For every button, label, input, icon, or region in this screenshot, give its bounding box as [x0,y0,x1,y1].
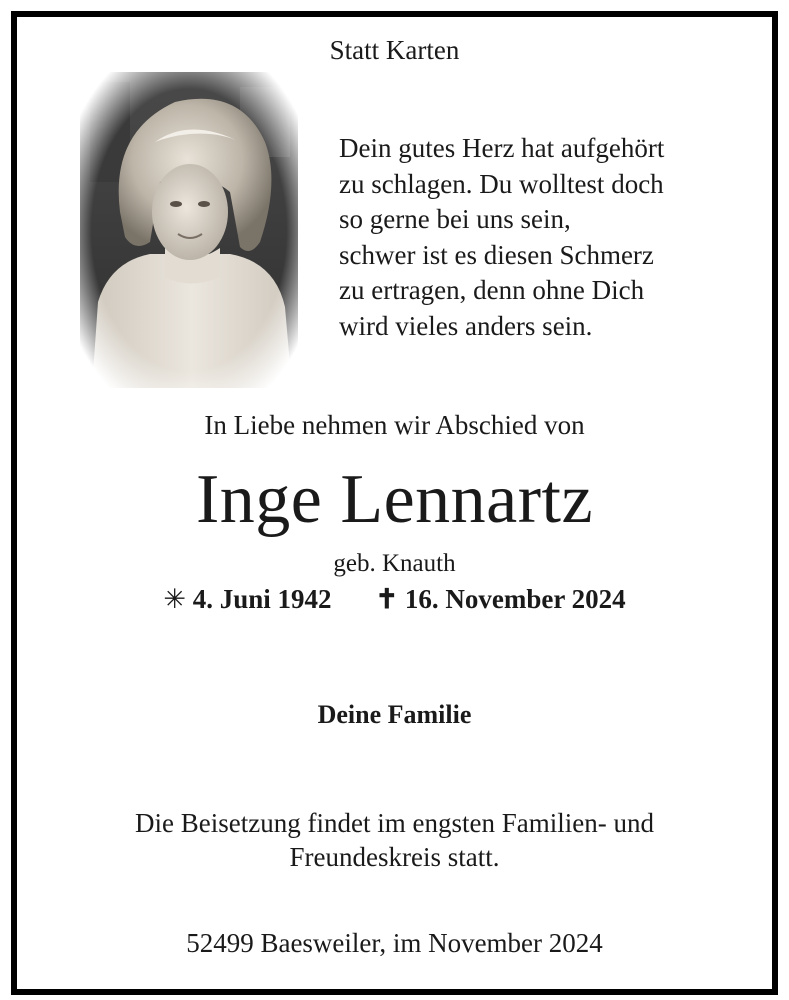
place-date: 52499 Baesweiler, im November 2024 [186,928,603,958]
birth-star-icon: ✳ [163,584,186,614]
intro-text: In Liebe nehmen wir Abschied von [204,410,585,440]
poem-line: schwer ist es diesen Schmerz [339,239,654,270]
poem-line: wird vieles anders sein. [339,310,593,341]
header-title: Statt Karten [329,35,460,65]
poem [339,131,739,345]
birth-date: 4. Juni 1942 [192,584,332,614]
death-date: 16. November 2024 [404,584,626,614]
death-cross-icon: ✝ [375,584,399,614]
burial-notice [0,806,789,874]
family-signature: Deine Familie [317,700,472,729]
poem-line: zu schlagen. Du wolltest doch [339,168,664,199]
poem-line: Dein gutes Herz hat aufgehört [339,133,665,163]
burial-line: Die Beisetzung findet im engsten Familien- und [135,808,654,838]
poem-line: so gerne bei uns sein, [339,204,571,235]
birth-name: geb. Knauth [333,550,456,577]
poem-line: zu ertragen, denn ohne Dich [339,275,645,306]
life-dates [0,581,789,617]
deceased-name: Inge Lennartz [195,461,594,538]
portrait-photo [80,72,298,388]
burial-line: Freundeskreis statt. [289,842,500,872]
